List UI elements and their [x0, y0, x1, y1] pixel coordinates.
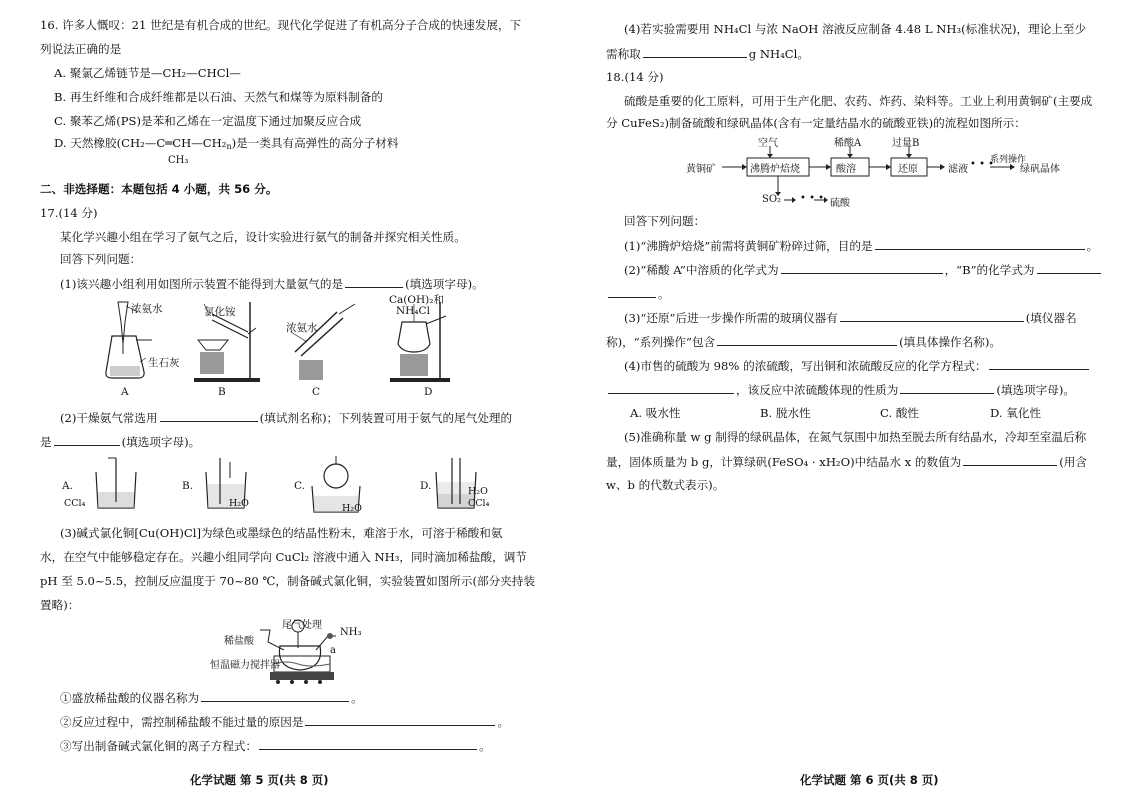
q17-sub2-period: 。 [497, 715, 510, 729]
flow-so2: SO₂ [762, 194, 782, 205]
flow-series-operation: 系列操作 [990, 155, 1027, 165]
tail-b-letter: B. [182, 480, 194, 492]
q17-part2-line1 [60, 410, 512, 425]
q17-part2-text-a: (2)干燥氨气常选用 [60, 411, 158, 425]
fig3-tail-gas-label: 尾气处理 [282, 620, 322, 631]
q17-part2-blank1[interactable] [160, 410, 258, 422]
q17-intro: 某化学兴趣小组在学习了氨气之后，设计实验进行氨气的制备并探究相关性质。 [60, 230, 466, 244]
q16-option-d-formula: CH₂—C═CH—CH₂ [121, 136, 227, 150]
flow-box-roasting: 沸腾炉焙烧 [750, 164, 800, 175]
tail-c-letter: C. [294, 480, 305, 492]
q18-part2-text-a: (2)“稀酸 A”中溶质的化学式为 [624, 263, 779, 277]
q18-part2-text-b: ，“B”的化学式为 [944, 263, 1035, 277]
q17-part2-text-b: (填试剂名称)；下列装置可用于氨气的尾气处理的 [259, 411, 513, 425]
flow-excess-b: 过量B [892, 138, 920, 149]
q17-part2-text-d: (填选项字母)。 [121, 435, 201, 449]
q16-option-d [54, 136, 398, 150]
q16-option-a: A. 聚氯乙烯链节是—CH₂—CHCl— [54, 66, 241, 80]
q18-part5-line3: w、b 的代数式表示)。 [606, 478, 725, 492]
q18-option-b: B. 脱水性 [760, 406, 811, 420]
tail-d-liquid-water: H₂O [468, 486, 488, 497]
q17-sub3-period: 。 [479, 739, 491, 753]
q17-sub1-period: 。 [351, 691, 363, 705]
q18-part3-line2 [606, 334, 1001, 349]
fig1-letter-c: C [312, 386, 321, 398]
flow-product: 绿矾晶体 [1020, 164, 1060, 175]
q17-part1 [60, 276, 484, 291]
fig3-acid-label: 稀盐酸 [224, 636, 254, 647]
tail-b-liquid: H₂O [229, 498, 249, 509]
q18-part1 [624, 238, 1098, 253]
q16-option-d-n: n [226, 142, 232, 151]
fig1-a-label-lime: 生石灰 [148, 357, 180, 369]
q17-part1-blank[interactable] [345, 276, 403, 288]
q18-option-c: C. 酸性 [880, 406, 920, 420]
q18-part3-text-b: (填仪器名 [1025, 311, 1077, 325]
q18-part5-blank[interactable] [963, 454, 1057, 466]
fig1-letter-b: B [218, 386, 226, 398]
q18-option-a: A. 吸水性 [630, 406, 681, 420]
q18-part4-text-c: (填选项字母)。 [996, 383, 1075, 397]
q18-part2-blank2-cont[interactable] [608, 286, 656, 298]
q16-stem-line2: 列说法正确的是 [40, 42, 122, 56]
flow-so2-dots: • • • [800, 193, 825, 204]
tail-c-liquid: H₂O [342, 503, 362, 514]
flow-acid-a: 稀酸A [834, 138, 862, 149]
q18-part3-text-d: (填具体操作名称)。 [899, 335, 1001, 349]
fig3-a-label: a [330, 645, 336, 656]
fig1-letter-a: A [121, 386, 129, 398]
q18-answer-prompt: 回答下列问题： [624, 214, 706, 228]
q18-part4-text-b: ，该反应中浓硫酸体现的性质为 [736, 383, 899, 397]
q17-part4-text-a: 需称取 [606, 47, 641, 61]
q17-part2-text-c: 是 [40, 435, 52, 449]
q18-part4-blank1-cont[interactable] [608, 382, 734, 394]
q18-part5-line1: (5)准确称量 w g 制得的绿矾晶体，在氮气氛围中加热至脱去所有结晶水，冷却至室温后称 [624, 430, 1087, 444]
tail-a-liquid: CCl₄ [64, 498, 86, 509]
q18-part2-blank1[interactable] [781, 262, 943, 274]
left-page-footer: 化学试题 第 5 页(共 8 页) [190, 773, 329, 787]
q17-part3-line1: (3)碱式氯化铜[Cu(OH)Cl]为绿色或墨绿色的结晶性粉末，难溶于水，可溶于稀酸和氨 [60, 526, 503, 540]
q18-header: 18.(14 分) [606, 70, 664, 84]
flow-dots: • • • [970, 159, 995, 170]
q18-intro-line1: 硫酸是重要的化工原料，可用于生产化肥、农药、炸药、染料等。工业上利用黄铜矿(主要成 [624, 94, 1093, 108]
q17-part2-blank2[interactable] [54, 434, 120, 446]
q18-part4-text-a: (4)市售的硫酸为 98% 的浓硫酸，写出铜和浓硫酸反应的化学方程式： [624, 359, 987, 373]
q17-part3-line2: 水，在空气中能够稳定存在。兴趣小组同学向 CuCl₂ 溶液中通入 NH₃，同时滴加稀盐酸，调节 [40, 550, 527, 564]
fig3-stirrer-label: 恒温磁力搅拌器 [210, 660, 280, 671]
q18-part1-period: 。 [1086, 239, 1099, 253]
q18-part1-blank[interactable] [875, 238, 1085, 250]
fig3-nh3-label: NH₃ [340, 627, 362, 638]
fig1-d-label1: Ca(OH)₂和 [389, 294, 444, 306]
apparatus-c [291, 304, 355, 380]
q17-sub1-blank[interactable] [201, 690, 349, 702]
flow-air: 空气 [758, 138, 778, 149]
flow-box-reduction: 还原 [898, 164, 918, 175]
q17-sub2-text: ②反应过程中，需控制稀盐酸不能过量的原因是 [60, 715, 304, 729]
q17-part2-line2 [40, 434, 200, 449]
q17-sub2 [60, 714, 509, 729]
q18-part2-period: 。 [658, 287, 670, 301]
q17-part3-line3: pH 至 5.0~5.5，控制反应温度于 70~80 ℃，制备碱式氯化铜，实验装置如图所示(部分夹持装 [40, 574, 535, 588]
q17-sub1-text: ①盛放稀盐酸的仪器名称为 [60, 691, 200, 705]
q16-option-b: B. 再生纤维和合成纤维都是以石油、天然气和煤等为原料制备的 [54, 90, 383, 104]
tail-gas-figure [60, 456, 520, 516]
tail-gas-device-a [96, 458, 136, 508]
q18-part4-line2 [606, 382, 1075, 397]
q18-part4-line1 [624, 358, 1091, 373]
flow-filtrate: 滤液 [948, 164, 968, 175]
q18-part3-line1 [624, 310, 1077, 325]
q18-part5-text-b: 量，固体质量为 b g，计算绿矾(FeSO₄ · xH₂O)中结晶水 x 的数值为 [606, 455, 962, 469]
q16-stem-line1: 16. 许多人慨叹：21 世纪是有机合成的世纪。现代化学促进了有机高分子合成的快速发展，下 [40, 18, 522, 32]
q17-part3-line4: 置略)： [40, 598, 80, 612]
tail-d-letter: D. [420, 480, 432, 492]
q16-option-d-methyl: CH₃ [168, 155, 189, 166]
q17-part1-tail: (填选项字母)。 [405, 277, 484, 291]
q17-sub3 [60, 738, 491, 753]
flow-box-acid-dissolve: 酸溶 [836, 164, 856, 175]
q17-part4-blank[interactable] [643, 46, 747, 58]
q18-option-d: D. 氧化性 [990, 406, 1042, 420]
q17-answer-prompt: 回答下列问题： [60, 252, 142, 266]
q18-part1-text: (1)“沸腾炉焙烧”前需将黄铜矿粉碎过筛，目的是 [624, 239, 873, 253]
q18-part3-blank1[interactable] [840, 310, 1024, 322]
fig1-b-label: 氯化铵 [204, 306, 236, 318]
fig1-a-label-ammonia: 浓氨水 [131, 303, 163, 315]
q17-sub2-blank[interactable] [305, 714, 495, 726]
flow-sulfuric-acid: 硫酸 [830, 198, 850, 209]
q18-part5-text-c: (用含 [1059, 455, 1087, 469]
tail-d-liquid-ccl4: CCl₄ [468, 498, 490, 509]
right-page-footer: 化学试题 第 6 页(共 8 页) [800, 773, 939, 787]
q17-sub3-text: ③写出制备碱式氯化铜的离子方程式： [60, 739, 258, 753]
q17-part4-line2 [606, 46, 809, 61]
q18-part5-line2 [606, 454, 1087, 469]
q17-header: 17.(14 分) [40, 206, 98, 220]
q17-part1-text: (1)该兴趣小组利用如图所示装置不能得到大量氨气的是 [60, 277, 344, 291]
q17-sub3-blank[interactable] [259, 738, 477, 750]
q18-intro-line2: 分 CuFeS₂)制备硫酸和绿矾晶体(含有一定量结晶水的硫酸亚铁)的流程如图所示： [606, 116, 1026, 130]
q18-part2 [624, 262, 1103, 277]
q18-part3-blank2[interactable] [717, 334, 897, 346]
q18-part2-blank2[interactable] [1037, 262, 1101, 274]
flow-ore: 黄铜矿 [686, 164, 716, 175]
fig1-d-label2: NH₄Cl [396, 305, 430, 317]
q16-option-d-suffix: )是一类具有高弹性的高分子材料 [231, 136, 399, 150]
q17-sub1 [60, 690, 363, 705]
q17-part4-text-b: g NH₄Cl。 [748, 47, 809, 61]
right-page [570, 0, 1140, 800]
q18-part3-text-c: 称)，“系列操作”包含 [606, 335, 716, 349]
q18-part4-blank1[interactable] [989, 358, 1089, 370]
q17-part4-line1: (4)若实验需要用 NH₄Cl 与浓 NaOH 溶液反应制备 4.48 L NH₃(标准状况)，理论上至少 [624, 22, 1087, 36]
q18-part2-cont [606, 286, 670, 301]
fig1-c-label: 浓氨水 [286, 322, 318, 334]
fig1-letter-d: D [424, 386, 433, 398]
q18-part4-blank2[interactable] [900, 382, 994, 394]
q16-option-c: C. 聚苯乙烯(PS)是苯和乙烯在一定温度下通过加聚反应合成 [54, 114, 362, 128]
section-two-heading: 二、非选择题：本题包括 4 小题，共 56 分。 [40, 182, 278, 196]
tail-a-letter: A. [62, 480, 73, 492]
q18-part3-text-a: (3)“还原”后进一步操作所需的玻璃仪器有 [624, 311, 838, 325]
q16-option-d-prefix: D. 天然橡胶( [54, 136, 122, 150]
